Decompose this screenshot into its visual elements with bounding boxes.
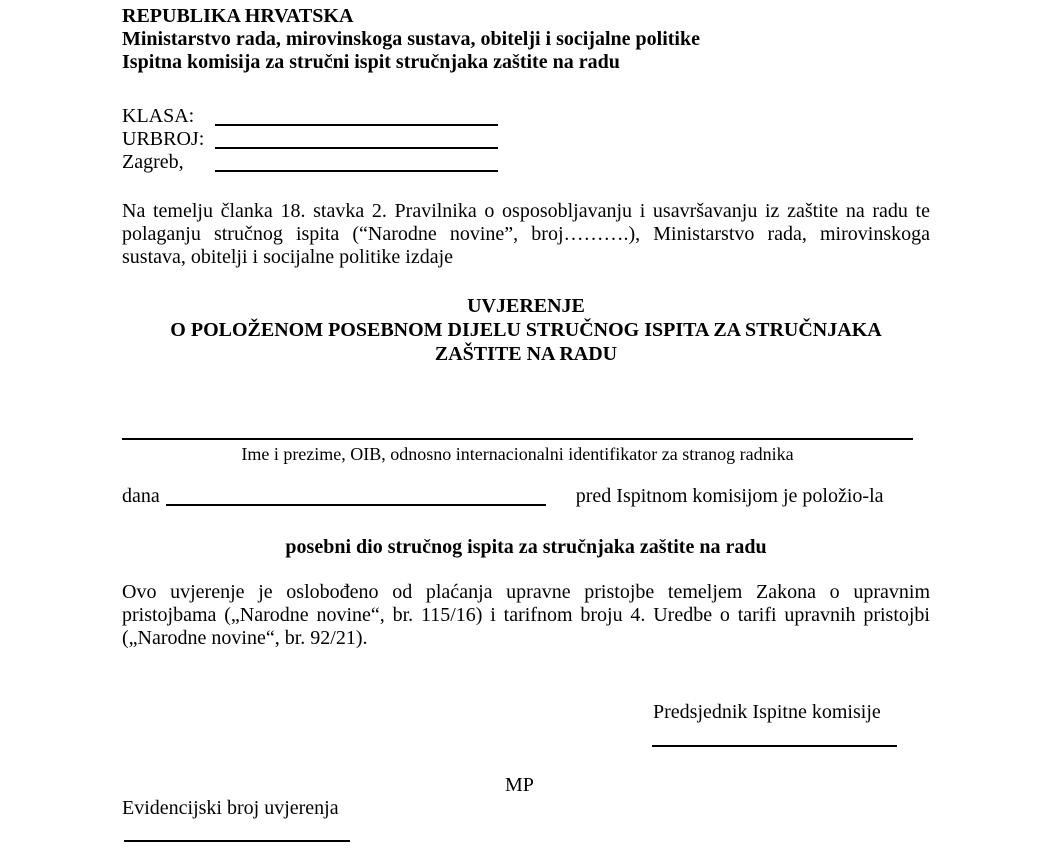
klasa-label: KLASA: <box>122 105 195 127</box>
fee-exemption-paragraph: Ovo uvjerenje je oslobođeno od plaćanja upravne pristojbe temeljem Zakona o upravnim pristojbama („Narodne novine“, br. 115/16) i tarifnom broju 4. Uredbe o tarifi upravnih pristojbi („Narodne novine“, br. 92/21). <box>122 581 930 649</box>
evidence-number-label: Evidencijski broj uvjerenja <box>122 797 339 819</box>
klasa-blank-line <box>215 106 498 126</box>
date-suffix: pred Ispitnom komisijom je položio-la <box>575 485 884 507</box>
certificate-title-line3: ZAŠTITE NA RADU <box>434 343 618 365</box>
evidence-number-blank-line <box>124 840 350 842</box>
letterhead-country: REPUBLIKA HRVATSKA <box>122 5 354 27</box>
date-blank-line <box>215 152 498 172</box>
urbroj-row <box>122 128 498 151</box>
urbroj-blank-line <box>215 129 498 149</box>
name-blank-line <box>122 438 913 440</box>
date-prefix: dana <box>122 485 160 507</box>
certificate-title-line1: UVJERENJE <box>467 295 585 317</box>
legal-basis-paragraph: Na temelju članka 18. stavka 2. Pravilnika o osposobljavanju i usavršavanju iz zaštite na radu te polaganju stručnog ispita (“Narodne novine”, broj……….), Ministarstvo rada, mirovinskoga sustava, obitelji i socijalne politike izdaje <box>122 200 930 268</box>
name-line-caption: Ime i prezime, OIB, odnosno internacionalni identifikator za stranog radnika <box>241 444 794 464</box>
letterhead-ministry: Ministarstvo rada, mirovinskoga sustava, obitelji i socijalne politike <box>122 28 700 50</box>
exam-statement: posebni dio stručnog ispita za stručnjaka zaštite na radu <box>285 536 767 558</box>
reference-block <box>122 105 498 174</box>
letterhead-commission: Ispitna komisija za stručni ispit stručnjaka zaštite na radu <box>122 51 620 73</box>
exam-date-row <box>122 485 884 508</box>
certificate-title-line2: O POLOŽENOM POSEBNOM DIJELU STRUČNOG ISPITA ZA STRUČNJAKA <box>170 319 882 341</box>
letterhead <box>122 5 934 74</box>
place-label: Zagreb, <box>122 151 184 173</box>
urbroj-label: URBROJ: <box>122 128 205 150</box>
exam-date-blank-line <box>166 486 546 506</box>
signature-title: Predsjednik Ispitne komisije <box>653 701 881 723</box>
klasa-row <box>122 105 498 128</box>
signature-line <box>652 745 897 747</box>
place-date-row <box>122 151 498 174</box>
certificate-title <box>122 294 930 366</box>
seal-placeholder: MP <box>505 774 534 796</box>
